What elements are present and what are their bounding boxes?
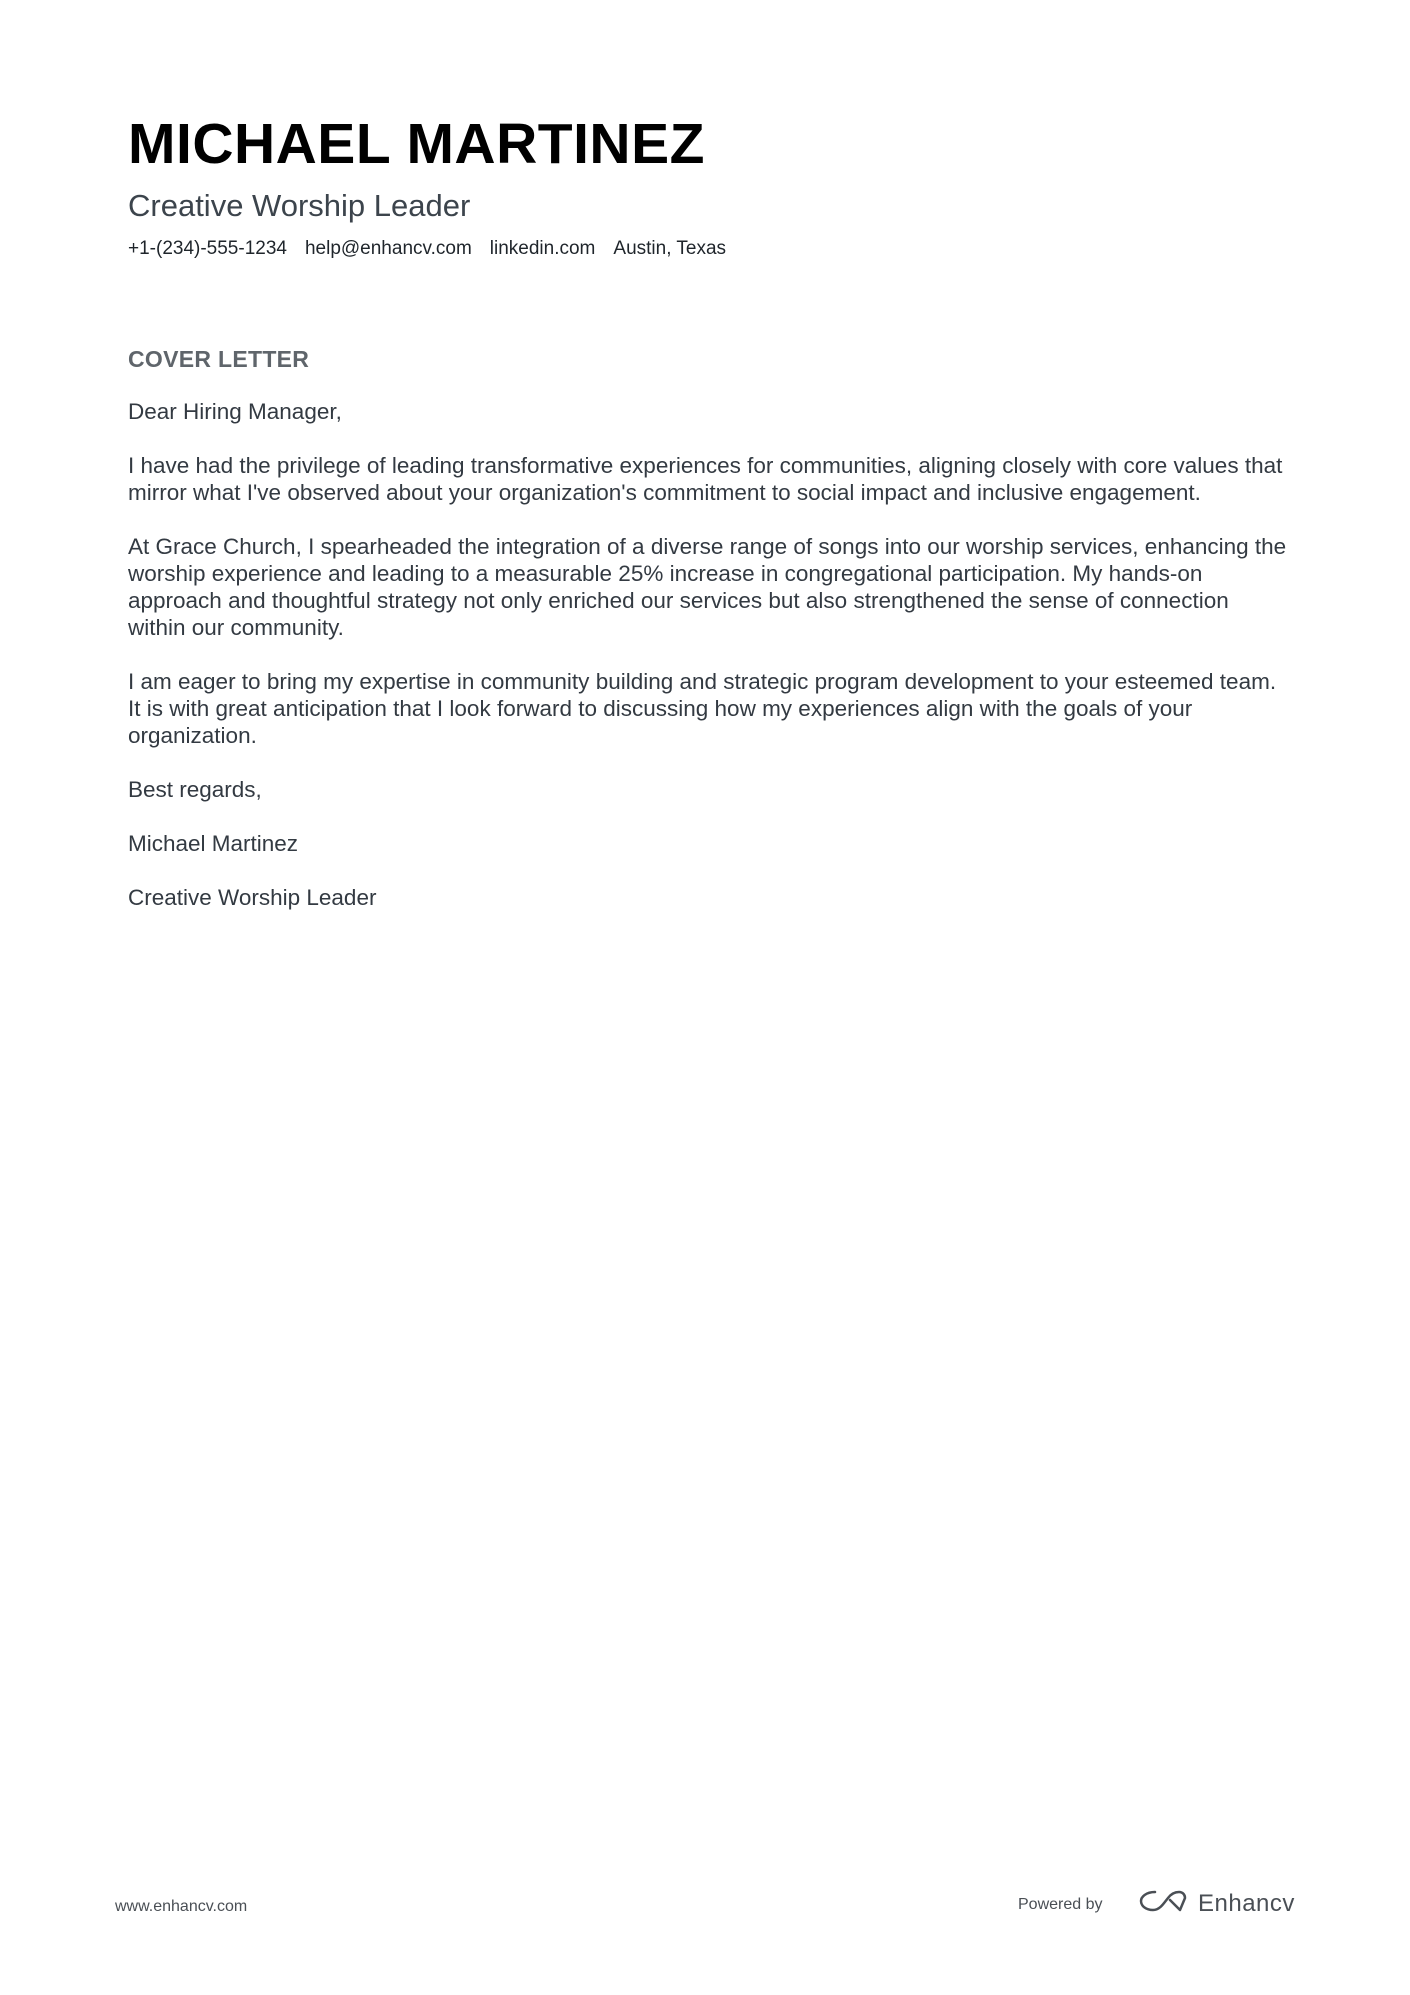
signature-name: Michael Martinez — [128, 831, 299, 856]
letter-paragraph: I am eager to bring my expertise in community building and strategic program development to your esteemed team. It is with great anticipation that I look forward to discussing how my experiences align with the goals of your organization. — [128, 669, 1277, 748]
cover-letter-page — [128, 108, 1288, 938]
location: Austin, Texas — [613, 238, 727, 259]
applicant-title: Creative Worship Leader — [128, 188, 471, 223]
greeting: Dear Hiring Manager, — [128, 399, 342, 424]
section-title: COVER LETTER — [128, 346, 310, 372]
powered-by-label: Powered by — [1018, 1896, 1103, 1913]
linkedin-link: linkedin.com — [489, 238, 596, 259]
letter-paragraph: At Grace Church, I spearheaded the integration of a diverse range of songs into our worship services, enhancing the worship experience and leading to a measurable 25% increase in congregational participation. My hands-on approach and thoughtful strategy not only enriched our services but also strengthened the sense of connection within our community. — [128, 534, 1287, 640]
applicant-name: MICHAEL MARTINEZ — [128, 112, 705, 176]
email-address: help@enhancv.com — [304, 238, 472, 259]
signature-title: Creative Worship Leader — [128, 885, 377, 910]
contact-info — [128, 236, 1288, 262]
brand-name: Enhancv — [1198, 1889, 1295, 1917]
page-footer — [0, 1884, 1410, 1924]
footer-url: www.enhancv.com — [115, 1898, 248, 1915]
closing: Best regards, — [128, 777, 262, 802]
letter-paragraph: I have had the privilege of leading transformative experiences for communities, aligning closely with core values that mirror what I've observed about your organization's commitment to social impact and inclusive engagement. — [128, 453, 1283, 505]
letter-body — [128, 398, 1288, 911]
phone-number: +1-(234)-555-1234 — [128, 238, 287, 259]
enhancv-logo-icon — [1138, 1888, 1188, 1919]
brand-logo — [1138, 1888, 1295, 1919]
